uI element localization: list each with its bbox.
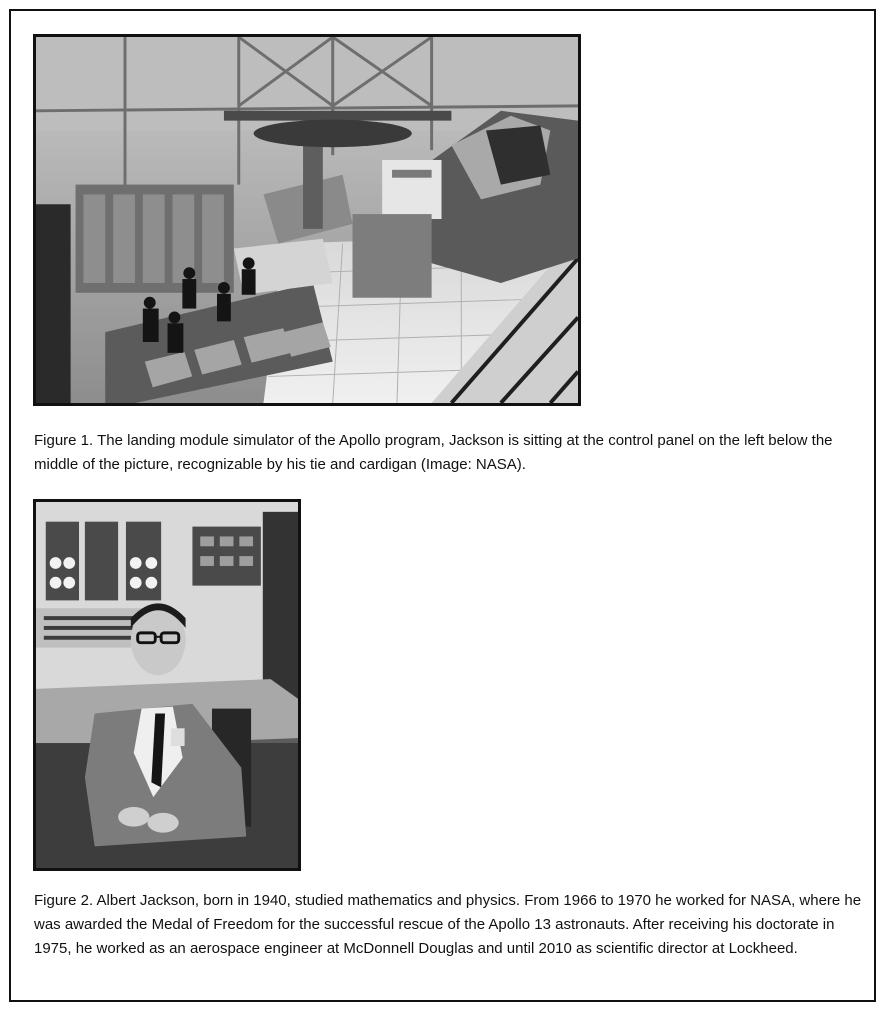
figure-2-photo — [33, 499, 301, 871]
figure-1-caption: Figure 1. The landing module simulator of the Apollo program, Jackson is sitting at the control panel on the left below the middle of the picture, recognizable by his tie and cardigan (Image: NASA). — [34, 432, 833, 473]
figure-1-photo — [33, 34, 581, 406]
portrait-image — [36, 502, 298, 868]
document-page — [9, 9, 876, 1002]
simulator-hall-image — [36, 37, 578, 403]
figure-2-caption: Figure 2. Albert Jackson, born in 1940, studied mathematics and physics. From 1966 to 1970 he worked for NASA, where he was awarded the Medal of Freedom for the successful rescue of the Apollo 13 astronauts. After receiving his doctorate in 1975, he worked as an aerospace engineer at McDonnell Douglas and until 2010 as scientific director at Lockheed. — [34, 892, 862, 957]
